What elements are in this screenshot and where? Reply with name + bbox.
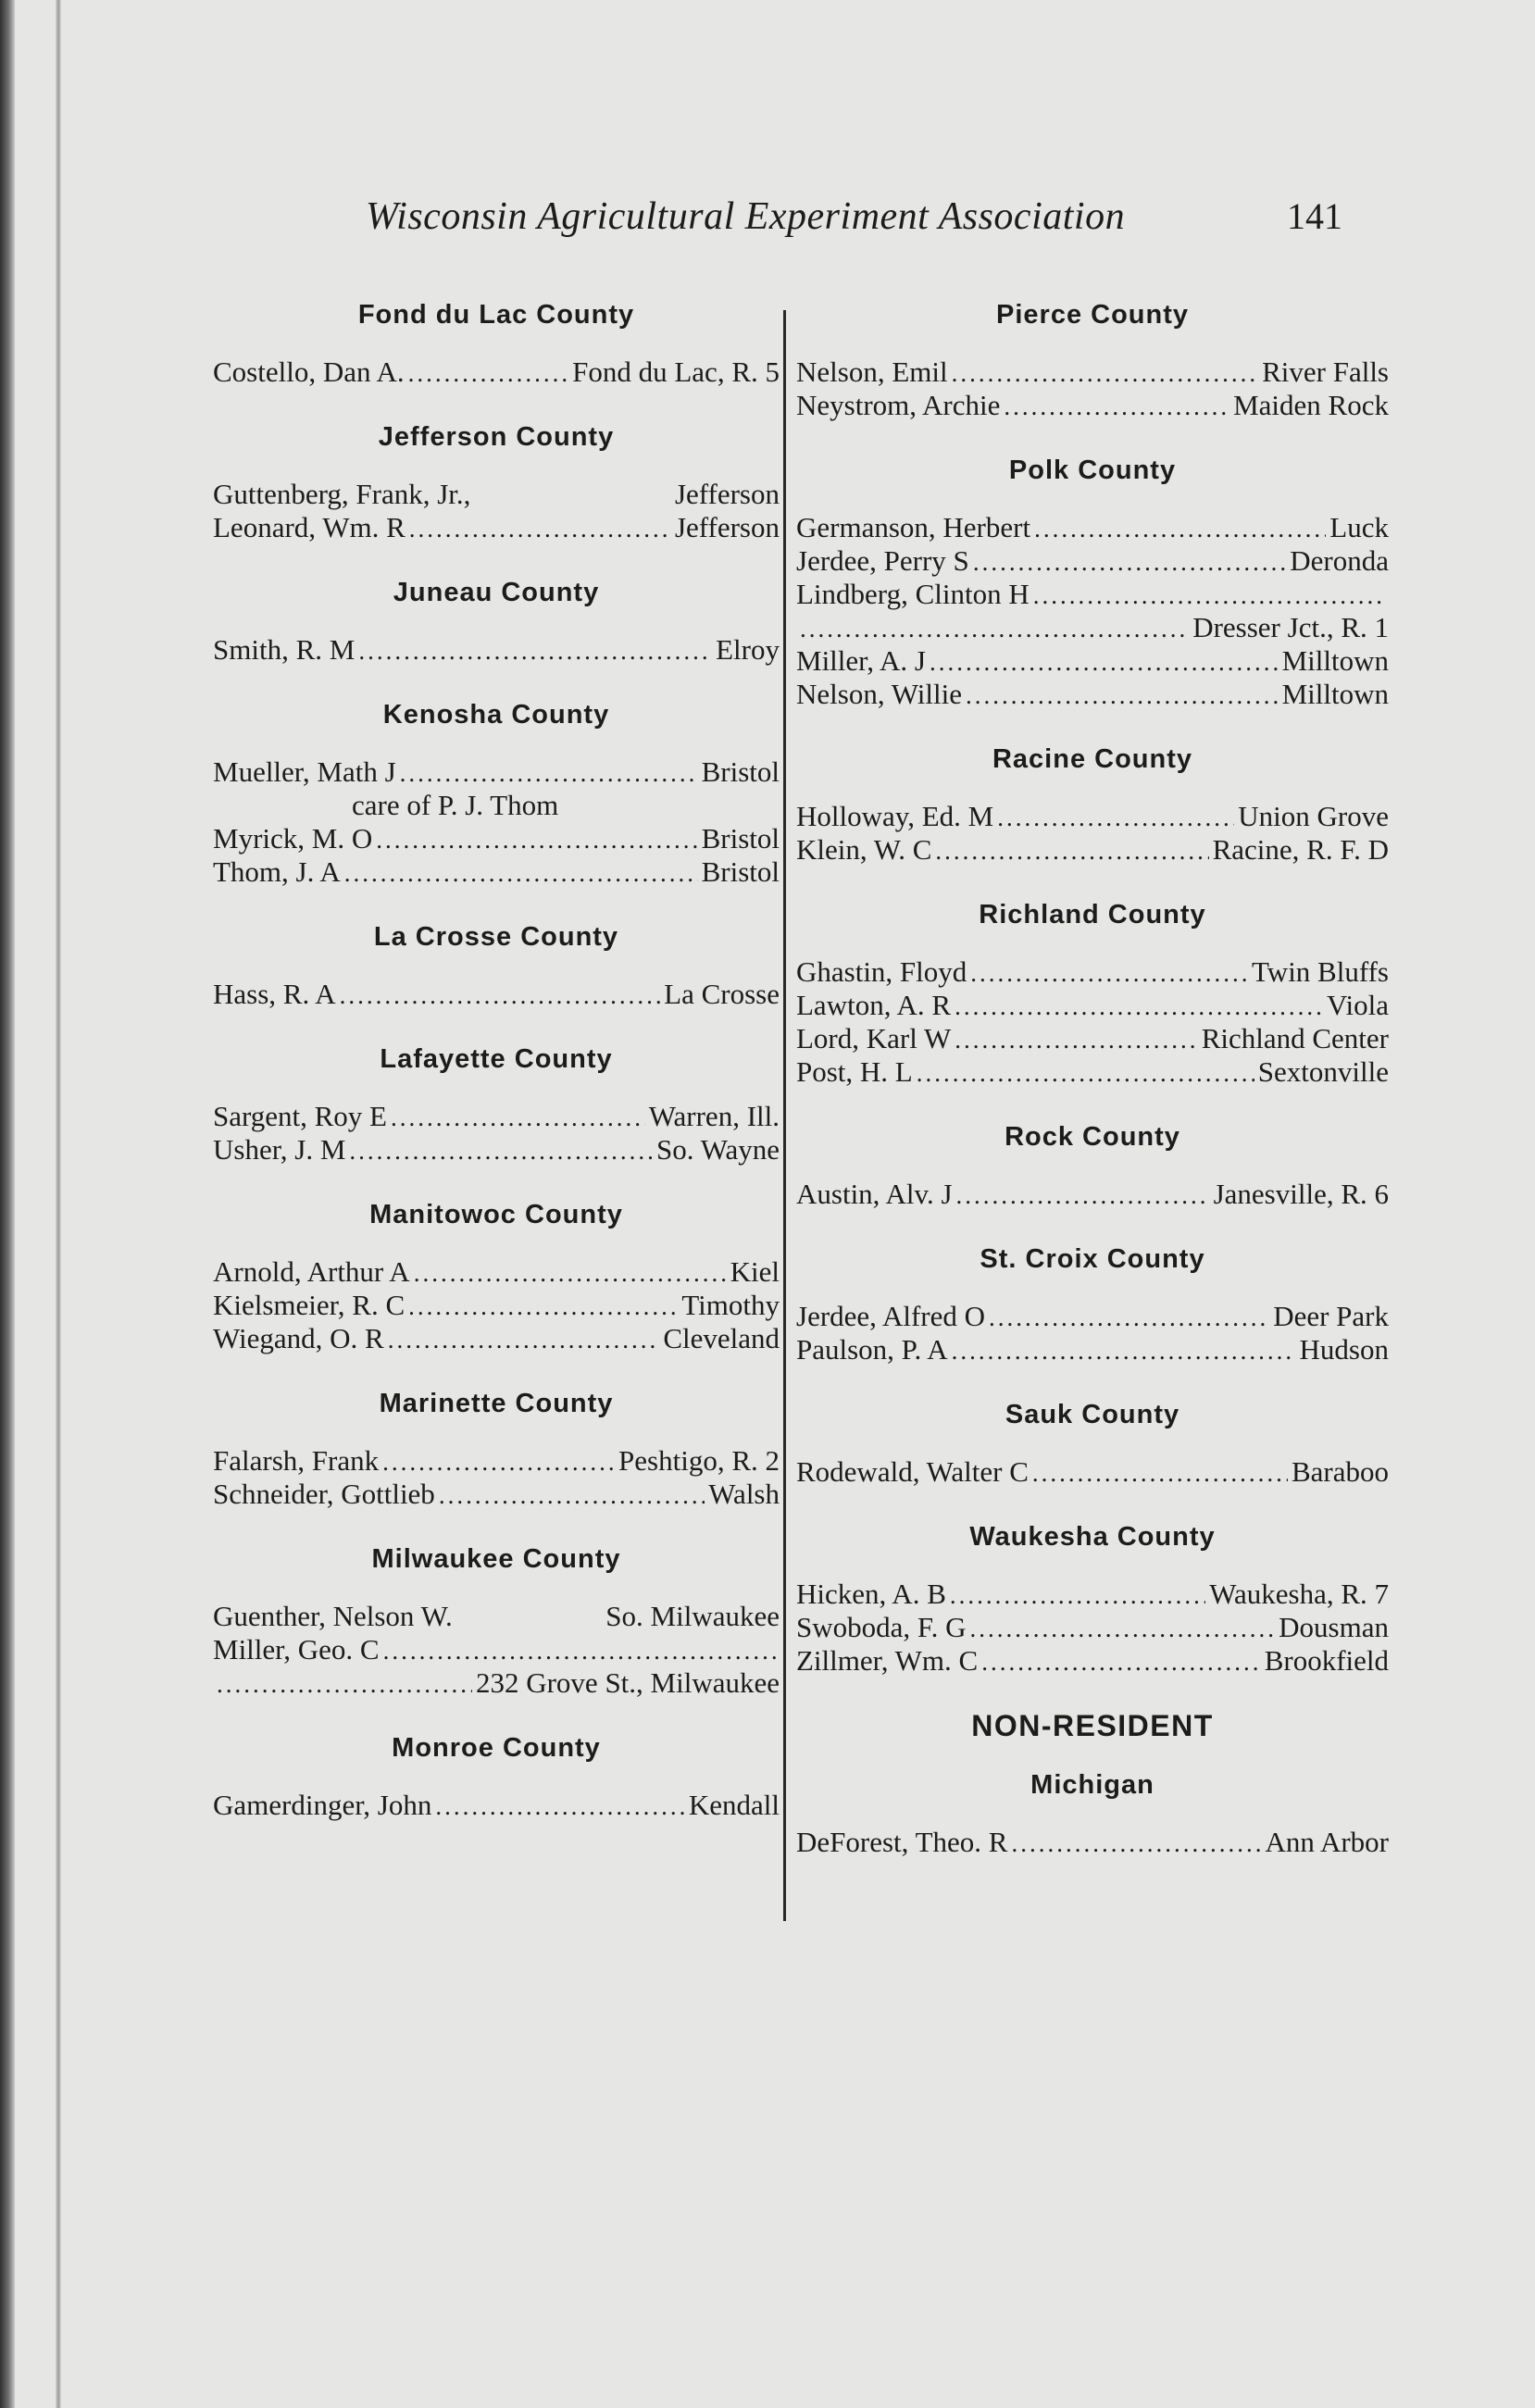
dot-leader: [217, 1667, 472, 1701]
member-place: Deer Park: [1273, 1300, 1389, 1332]
member-name: Myrick, M. O: [213, 822, 373, 855]
directory-entry: [213, 1444, 780, 1478]
member-name: Nelson, Willie: [796, 678, 962, 710]
directory-entry: [796, 1455, 1389, 1489]
member-place: Luck: [1329, 511, 1389, 543]
county-heading: Waukesha County: [969, 1522, 1216, 1552]
entry-list: [796, 1578, 1389, 1678]
directory-entry: [796, 544, 1389, 578]
dot-leader: [1034, 512, 1326, 545]
member-place: Racine, R. F. D: [1212, 833, 1389, 866]
member-place: Hudson: [1299, 1333, 1389, 1366]
member-name: Hass, R. A: [213, 978, 336, 1010]
dot-leader: [414, 1256, 727, 1290]
entry-list: [213, 978, 780, 1011]
member-place: Janesville, R. 6: [1213, 1178, 1389, 1210]
county-section: [213, 1539, 780, 1700]
member-name: Sargent, Roy E: [213, 1100, 387, 1132]
member-place: Milltown: [1281, 678, 1389, 710]
dot-leader: [1033, 579, 1385, 612]
member-place: Waukesha, R. 7: [1209, 1578, 1389, 1610]
directory-entry: [796, 1055, 1389, 1089]
county-section: [213, 1039, 780, 1167]
member-name: Wiegand, O. R: [213, 1322, 384, 1354]
member-place: River Falls: [1262, 356, 1389, 388]
state-heading: Michigan: [1030, 1770, 1154, 1800]
entry-list: [213, 356, 780, 389]
dot-leader: [950, 1578, 1205, 1612]
member-name: Kielsmeier, R. C: [213, 1289, 406, 1321]
dot-leader: [439, 1478, 705, 1512]
directory-entry: [213, 855, 780, 889]
member-place: Bristol: [701, 855, 780, 888]
member-name: Klein, W. C: [796, 833, 932, 866]
member-name: Neystrom, Archie: [796, 389, 1001, 421]
dot-leader: [952, 1334, 1296, 1367]
directory-entry: [796, 989, 1389, 1022]
member-place: Bristol: [701, 822, 780, 855]
dot-leader: [388, 1323, 660, 1356]
column-divider: [783, 310, 786, 1921]
member-place: 232 Grove St., Milwaukee: [475, 1666, 780, 1699]
county-heading: Pierce County: [996, 300, 1189, 330]
directory-entry: [796, 1022, 1389, 1055]
dot-leader: [989, 1301, 1269, 1334]
directory-entry: [213, 1600, 780, 1633]
directory-entry: [796, 800, 1389, 833]
directory-entry: [213, 633, 780, 667]
member-place: Twin Bluffs: [1252, 955, 1389, 988]
directory-entry: [796, 1826, 1389, 1859]
member-name: Germanson, Herbert: [796, 511, 1031, 543]
member-name: Hicken, A. B: [796, 1578, 946, 1610]
directory-entry: [796, 511, 1389, 544]
member-name: Holloway, Ed. M: [796, 800, 994, 832]
member-place: Jefferson: [674, 511, 780, 543]
member-place: Union Grove: [1238, 800, 1389, 832]
directory-entry: [796, 678, 1389, 711]
dot-leader: [935, 834, 1208, 867]
non-resident-section: [796, 1705, 1389, 1859]
dot-leader: [981, 1645, 1260, 1678]
member-place: Richland Center: [1201, 1022, 1389, 1054]
entry-continuation: [213, 1666, 780, 1700]
member-place: Warren, Ill.: [648, 1100, 780, 1132]
county-section: [796, 1117, 1389, 1211]
dot-leader: [408, 1290, 678, 1323]
county-section: [213, 417, 780, 544]
member-name: Swoboda, F. G: [796, 1611, 967, 1643]
directory-entry: [213, 478, 780, 511]
directory-entry: [213, 1255, 780, 1289]
directory-entry: [213, 356, 780, 389]
member-place: Milltown: [1281, 644, 1389, 677]
member-place: Dousman: [1279, 1611, 1389, 1643]
directory-entry: [213, 755, 780, 789]
entry-continuation: [796, 611, 1389, 644]
directory-entry: [213, 978, 780, 1011]
directory-entry: [796, 356, 1389, 389]
member-place: Deronda: [1290, 544, 1389, 577]
county-heading: Fond du Lac County: [357, 300, 635, 330]
dot-leader: [956, 1179, 1210, 1212]
dot-leader: [376, 823, 697, 856]
member-name: Gamerdinger, John: [213, 1789, 432, 1821]
county-heading: Juneau County: [393, 578, 600, 607]
entry-list: [796, 356, 1389, 422]
member-name: Usher, J. M: [213, 1133, 346, 1166]
county-heading: Richland County: [979, 900, 1206, 930]
member-name: Schneider, Gottlieb: [213, 1478, 435, 1510]
dot-leader: [955, 990, 1323, 1023]
right-column: [796, 294, 1389, 1933]
dot-leader: [955, 1023, 1197, 1056]
county-section: [213, 917, 780, 1011]
dot-leader: [349, 1134, 653, 1167]
entry-list: [796, 1178, 1389, 1211]
dot-leader: [358, 634, 712, 668]
dot-leader: [966, 679, 1279, 712]
member-place: Jefferson: [674, 478, 780, 510]
member-place: Ann Arbor: [1265, 1826, 1389, 1858]
directory-entry: [796, 1333, 1389, 1366]
county-heading: Jefferson County: [378, 422, 615, 452]
book-binding-edge: [0, 0, 15, 2408]
dot-leader: [997, 801, 1234, 834]
member-place: Baraboo: [1291, 1455, 1389, 1488]
directory-entry: [796, 1178, 1389, 1211]
non-resident-heading: NON-RESIDENT: [971, 1709, 1214, 1742]
directory-entry: [213, 511, 780, 544]
member-name: Mueller, Math J: [213, 755, 396, 788]
county-section: [796, 450, 1389, 711]
directory-entry: [213, 1133, 780, 1167]
member-name: Thom, J. A: [213, 855, 341, 888]
directory-entry: [213, 1478, 780, 1511]
directory-entry: [796, 955, 1389, 989]
entry-list: [213, 1255, 780, 1355]
directory-entry: [796, 389, 1389, 422]
member-name: Rodewald, Walter C: [796, 1455, 1029, 1488]
dot-leader: [383, 1634, 776, 1667]
member-name: Post, H. L: [796, 1055, 913, 1088]
member-name: Smith, R. M: [213, 633, 356, 666]
county-heading: St. Croix County: [980, 1244, 1205, 1274]
dot-leader: [400, 756, 698, 790]
county-heading: Racine County: [992, 744, 1193, 774]
dot-leader: [382, 1445, 615, 1478]
directory-entry: [213, 1789, 780, 1822]
member-name: Guttenberg, Frank, Jr.,: [213, 478, 471, 510]
member-name: Miller, Geo. C: [213, 1633, 380, 1666]
county-heading: Sauk County: [1005, 1400, 1180, 1429]
entry-list: [213, 1789, 780, 1822]
directory-entry: [796, 1644, 1389, 1678]
county-heading: Milwaukee County: [371, 1544, 621, 1574]
member-place: So. Wayne: [656, 1133, 780, 1166]
entry-list: [796, 955, 1389, 1089]
entry-list: [213, 633, 780, 667]
entry-list: [213, 1444, 780, 1511]
directory-entry: [213, 1289, 780, 1322]
member-place: Maiden Rock: [1233, 389, 1389, 421]
dot-leader: [1032, 1456, 1288, 1490]
running-title: Wisconsin Agricultural Experiment Association: [366, 195, 1126, 238]
directory-entry: [796, 1611, 1389, 1644]
page-number: 141: [1287, 195, 1342, 237]
member-place: La Crosse: [664, 978, 780, 1010]
directory-entry: [213, 1322, 780, 1355]
entry-list: [213, 478, 780, 544]
left-column: [213, 294, 780, 1933]
directory-entry: [796, 578, 1389, 611]
county-section: [213, 294, 780, 389]
page-header: [366, 194, 1347, 250]
entry-list: [796, 1455, 1389, 1489]
dot-leader: [1004, 390, 1229, 423]
county-section: [213, 694, 780, 889]
member-name: Arnold, Arthur A: [213, 1255, 410, 1288]
member-name: Falarsh, Frank: [213, 1444, 380, 1477]
directory-entry: [796, 833, 1389, 867]
county-section: [796, 1516, 1389, 1678]
member-place: Elroy: [716, 633, 780, 666]
member-place: Brookfield: [1264, 1644, 1389, 1677]
member-place: Viola: [1326, 989, 1389, 1021]
entry-list: [796, 511, 1389, 711]
member-place: Bristol: [701, 755, 780, 788]
dot-leader: [344, 856, 698, 890]
member-name: DeForest, Theo. R: [796, 1826, 1008, 1858]
dot-leader: [970, 956, 1248, 990]
county-heading: Lafayette County: [380, 1044, 613, 1074]
dot-leader: [1011, 1827, 1261, 1860]
member-place: Walsh: [708, 1478, 780, 1510]
dot-leader: [408, 356, 568, 390]
dot-leader: [409, 512, 671, 545]
member-name: Nelson, Emil: [796, 356, 948, 388]
member-name: Lawton, A. R: [796, 989, 952, 1021]
directory-entry: [796, 644, 1389, 678]
member-place: Timothy: [681, 1289, 780, 1321]
page-gutter-shadow: [56, 0, 61, 2408]
member-name: Guenther, Nelson W.: [213, 1600, 453, 1632]
member-name: Jerdee, Alfred O: [796, 1300, 985, 1332]
member-place: Kendall: [688, 1789, 780, 1821]
member-name: Ghastin, Floyd: [796, 955, 967, 988]
member-name: Lord, Karl W: [796, 1022, 952, 1054]
member-name: Jerdee, Perry S: [796, 544, 969, 577]
dot-leader: [800, 612, 1189, 645]
entry-list: [213, 1600, 780, 1700]
county-heading: Monroe County: [392, 1733, 601, 1763]
county-section: [796, 894, 1389, 1089]
county-section: [213, 1728, 780, 1822]
member-place: Sextonville: [1257, 1055, 1389, 1088]
member-name: Costello, Dan A.: [213, 356, 405, 388]
member-place: Dresser Jct., R. 1: [1192, 611, 1389, 643]
member-name: Zillmer, Wm. C: [796, 1644, 979, 1677]
dot-leader: [952, 356, 1258, 390]
dot-leader: [973, 545, 1286, 579]
county-heading: Polk County: [1008, 455, 1177, 485]
directory-entry: [213, 1100, 780, 1133]
dot-leader: [970, 1612, 1276, 1645]
member-place: Peshtigo, R. 2: [618, 1444, 780, 1477]
member-place: Cleveland: [663, 1322, 780, 1354]
directory-entry: [796, 1300, 1389, 1333]
directory-entry: [213, 822, 780, 855]
county-heading: La Crosse County: [373, 922, 619, 952]
dot-leader: [930, 645, 1279, 679]
dot-leader: [435, 1790, 684, 1823]
directory-entry: [796, 1578, 1389, 1611]
county-section: [213, 572, 780, 667]
county-heading: Rock County: [1005, 1122, 1180, 1152]
entry-list: [213, 755, 780, 889]
member-name: Paulson, P. A: [796, 1333, 948, 1366]
member-name: Austin, Alv. J: [796, 1178, 953, 1210]
entry-list: [796, 1300, 1389, 1366]
county-heading: Marinette County: [379, 1389, 614, 1418]
county-section: [796, 739, 1389, 867]
member-place: So. Milwaukee: [605, 1600, 780, 1632]
member-name: Lindberg, Clinton H: [796, 578, 1030, 610]
member-place: Fond du Lac, R. 5: [572, 356, 780, 388]
entry-continuation: care of P. J. Thom: [352, 789, 559, 821]
dot-leader: [340, 979, 661, 1012]
county-heading: Kenosha County: [382, 700, 610, 730]
entry-list: [213, 1100, 780, 1167]
county-section: [796, 1239, 1389, 1366]
directory-entry: [213, 1633, 780, 1666]
county-heading: Manitowoc County: [369, 1200, 623, 1229]
member-name: Miller, A. J: [796, 644, 926, 677]
county-section: [796, 294, 1389, 422]
county-section: [796, 1394, 1389, 1489]
member-place: Kiel: [730, 1255, 780, 1288]
entry-list: [796, 800, 1389, 867]
county-section: [213, 1194, 780, 1355]
county-section: [213, 1383, 780, 1511]
member-name: Leonard, Wm. R: [213, 511, 406, 543]
dot-leader: [391, 1101, 645, 1134]
entry-list: [796, 1826, 1389, 1859]
dot-leader: [917, 1056, 1254, 1090]
